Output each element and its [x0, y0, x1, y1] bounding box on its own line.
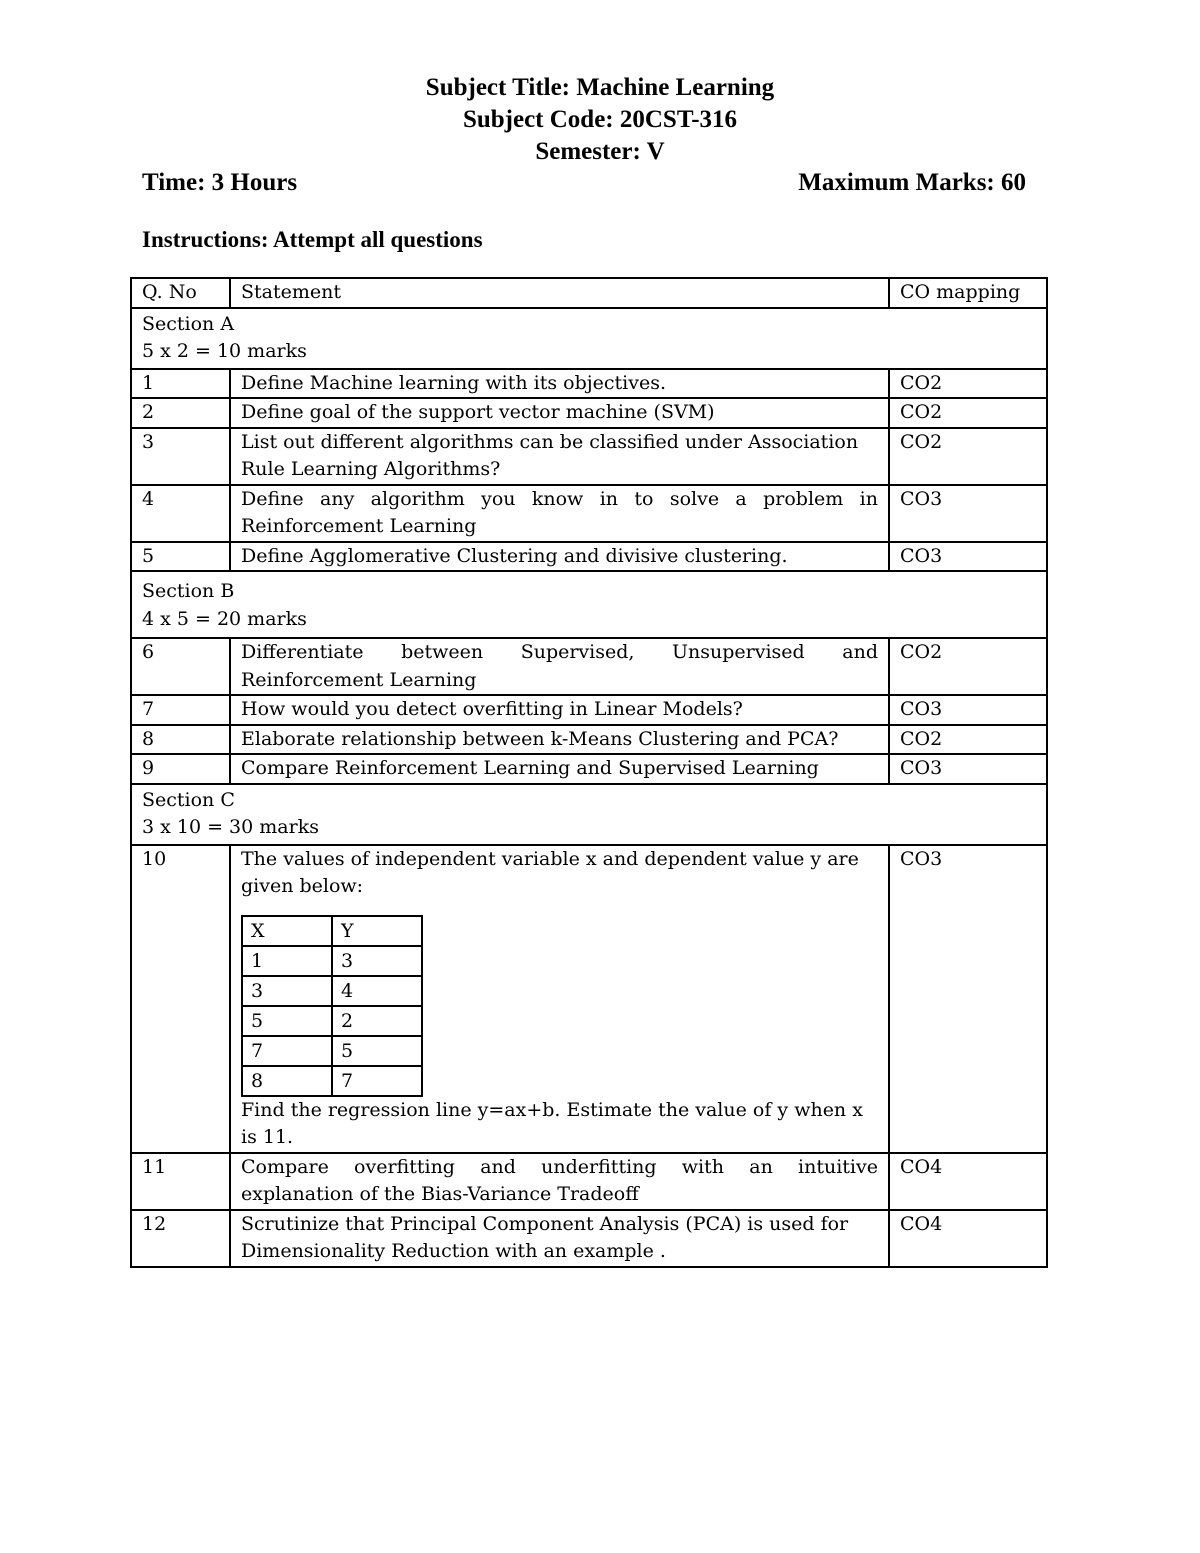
xy-cell-y: 7: [332, 1066, 422, 1096]
xy-cell-y: 2: [332, 1006, 422, 1036]
question-statement: Scrutinize that Principal Component Analysis (PCA) is used for Dimensionality Reduction with an example .: [230, 1210, 889, 1267]
section-b-cell: [131, 571, 1047, 638]
question-number: 1: [131, 369, 230, 399]
co-mapping: CO3: [889, 754, 1047, 784]
question-statement: Define goal of the support vector machine (SVM): [230, 398, 889, 428]
question-row-9: [131, 754, 1047, 784]
semester: Semester: V: [535, 138, 665, 165]
question-row-6: [131, 638, 1047, 695]
co-mapping: CO2: [889, 428, 1047, 485]
xy-cell-x: 1: [242, 946, 332, 976]
question-row-7: [131, 695, 1047, 725]
question-number: 3: [131, 428, 230, 485]
xy-cell-x: 8: [242, 1066, 332, 1096]
question-row-3: [131, 428, 1047, 485]
question-row-4: [131, 485, 1047, 542]
table-header-row: [131, 278, 1047, 308]
question-number: 8: [131, 725, 230, 755]
co-mapping: CO3: [889, 695, 1047, 725]
co-mapping: CO4: [889, 1210, 1047, 1267]
question-statement: Define any algorithm you know in to solve a problem in Reinforcement Learning: [230, 485, 889, 542]
subject-code: Subject Code: 20CST-316: [462, 106, 738, 133]
xy-cell-x: 7: [242, 1036, 332, 1066]
section-b-marks: 4 x 5 = 20 marks: [142, 607, 307, 630]
question-number: 11: [131, 1153, 230, 1210]
xy-cell-x: 3: [242, 976, 332, 1006]
co-mapping: CO2: [889, 398, 1047, 428]
xy-row: [242, 976, 422, 1006]
question-row-12: [131, 1210, 1047, 1267]
xy-row: [242, 1066, 422, 1096]
question-statement: Define Agglomerative Clustering and divisive clustering.: [230, 542, 889, 572]
question-statement: Compare Reinforcement Learning and Supervised Learning: [230, 754, 889, 784]
section-a-marks: 5 x 2 = 10 marks: [142, 340, 307, 362]
question-table: [130, 277, 1048, 1268]
question-number: 4: [131, 485, 230, 542]
question-number: 12: [131, 1210, 230, 1267]
question-row-8: [131, 725, 1047, 755]
question-number: 9: [131, 754, 230, 784]
section-b-title: Section B: [142, 580, 235, 602]
co-mapping: CO4: [889, 1153, 1047, 1210]
header-co-mapping: CO mapping: [889, 278, 1047, 308]
header-statement: Statement: [230, 278, 889, 308]
co-mapping: CO3: [889, 845, 1047, 1153]
xy-header-row: [242, 916, 422, 946]
question-number: 2: [131, 398, 230, 428]
header-qno: Q. No: [131, 278, 230, 308]
question-statement: Differentiate between Supervised, Unsupervised and Reinforcement Learning: [230, 638, 889, 695]
question-statement: The values of independent variable x and dependent value y are given below:: [241, 847, 859, 897]
co-mapping: CO2: [889, 369, 1047, 399]
section-c-title: Section C: [142, 788, 235, 811]
question-statement: Elaborate relationship between k-Means Clustering and PCA?: [230, 725, 889, 755]
section-c-row: [131, 784, 1047, 845]
xy-data-table: [241, 915, 423, 1097]
question-number: 7: [131, 695, 230, 725]
co-mapping: CO3: [889, 485, 1047, 542]
co-mapping: CO2: [889, 725, 1047, 755]
section-b-row: [131, 571, 1047, 638]
question-row-2: [131, 398, 1047, 428]
xy-cell-y: 3: [332, 946, 422, 976]
section-a-cell: [131, 308, 1047, 369]
exam-time: Time: 3 Hours: [142, 169, 298, 196]
co-mapping: CO3: [889, 542, 1047, 572]
xy-header-y: Y: [332, 916, 422, 946]
instructions: Instructions: Attempt all questions: [142, 227, 483, 252]
section-c-cell: [131, 784, 1047, 845]
co-mapping: CO2: [889, 638, 1047, 695]
question-row-5: [131, 542, 1047, 572]
question-statement: Define Machine learning with its objectives.: [230, 369, 889, 399]
question-statement: How would you detect overfitting in Linear Models?: [230, 695, 889, 725]
xy-cell-x: 5: [242, 1006, 332, 1036]
section-c-marks: 3 x 10 = 30 marks: [142, 816, 319, 838]
xy-row: [242, 946, 422, 976]
section-a-row: [131, 308, 1047, 369]
question-row-1: [131, 369, 1047, 399]
maximum-marks: Maximum Marks: 60: [798, 169, 1026, 196]
xy-row: [242, 1006, 422, 1036]
xy-header-x: X: [242, 916, 332, 946]
xy-cell-y: 4: [332, 976, 422, 1006]
question-number: 6: [131, 638, 230, 695]
question-statement-cell: [230, 845, 889, 1153]
question-number: 5: [131, 542, 230, 572]
section-a-title: Section A: [142, 312, 235, 335]
question-statement: List out different algorithms can be classified under Association Rule Learning Algorithms?: [230, 428, 889, 485]
xy-row: [242, 1036, 422, 1066]
question-statement-followup: Find the regression line y=ax+b. Estimate the value of y when x is 11.: [241, 1098, 863, 1148]
question-statement: Compare overfitting and underfitting with an intuitive explanation of the Bias-Variance Tradeoff: [230, 1153, 889, 1210]
question-row-11: [131, 1153, 1047, 1210]
subject-title: Subject Title: Machine Learning: [425, 74, 775, 101]
question-row-10: [131, 845, 1047, 1153]
question-number: 10: [131, 845, 230, 1153]
xy-cell-y: 5: [332, 1036, 422, 1066]
